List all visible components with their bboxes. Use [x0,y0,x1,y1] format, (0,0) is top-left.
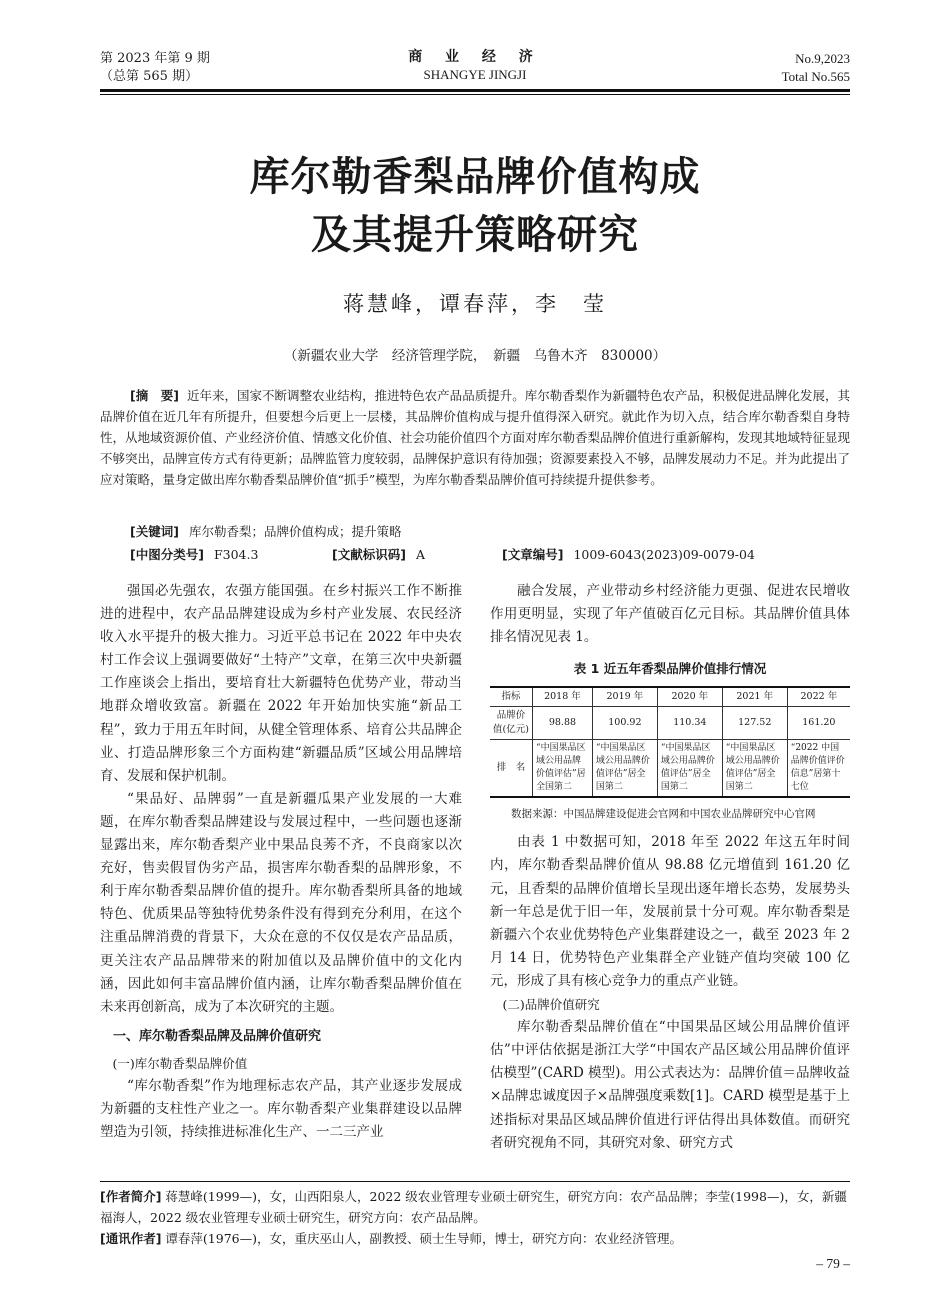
title-line-1: 库尔勒香梨品牌价值构成 [249,154,701,200]
corresponding-author-text: 谭春萍(1976—)，女，重庆巫山人，副教授、硕士生导师，博士，研究方向：农业经济管理。 [165,1231,682,1246]
article-title [0,148,950,264]
table-cell: “中国果品区域公用品牌价值评估”居全国第二 [657,740,722,798]
abstract-text: 近年来，国家不断调整农业结构，推进特色农产品品质提升。库尔勒香梨作为新疆特色农产品，积极促进品牌化发展，其品牌价值在近几年有所提升，但要想今后更上一层楼，其品牌价值构成与提升值得深入研究。就此作为切入点，结合库尔勒香梨自身特性，从地域资源价值、产业经济价值、情感文化价值、社会功能价值四个方面对库尔勒香梨品牌价值进行重新解构，发现其地域特征显现不够突出，品牌宣传方式有待更新；品牌监管力度较弱，品牌保护意识有待加强；资源要素投入不够，品牌发展动力不足。并为此提出了应对策略，量身定做出库尔勒香梨品牌价值“抓手”模型，为库尔勒香梨品牌价值可持续提升提供参考。 [100,388,851,487]
subsection-heading: (二)品牌价值研究 [502,997,600,1013]
table-cell: 100.92 [592,707,657,740]
paragraph: 融合发展，产业带动乡村经济能力更强、促进农民增收作用更明显，实现了年产值破百亿元目标。其品牌价值具体排名情况见表 1。 [490,583,850,646]
table-cell: 110.34 [657,707,722,740]
issue-line: 第 2023 年第 9 期 [100,51,210,66]
header-rule-thin [100,94,850,95]
keywords-text: 库尔勒香梨；品牌价值构成；提升策略 [188,524,402,539]
article-number [502,545,755,563]
article-number-value: 1009-6043(2023)09-0079-04 [573,547,755,562]
table-row-label: 排 名 [490,740,533,798]
document-code-value: A [415,547,425,562]
page-number: – 79 – [816,1256,850,1271]
keywords-label: [关键词] [130,524,179,539]
paragraph: “果品好、品牌弱”一直是新疆瓜果产业发展的一大难题，在库尔勒香梨品牌建设与发展过程中，一些问题也逐渐显露出来，库尔勒香梨产业中果品良莠不齐，不良商家以次充好，售卖假冒伪劣产品，损害库尔勒香梨的品牌形象，不利于库尔勒香梨品牌价值的提升。库尔勒香梨所具备的地域特色、优质果品等独特优势条件没有得到充分利用，在这个注重品牌消费的背景下，大众在意的不仅仅是农产品品质，更关注农产品品牌带来的附加值以及品牌价值中的文化内涵，因此如何丰富品牌价值内涵，让库尔勒香梨品牌价值在未来再创新高，成为了本次研究的主题。 [100,790,462,1015]
classification-label: [中图分类号] [130,547,204,562]
table-header-cell: 2019 年 [592,687,657,707]
paragraph: 库尔勒香梨品牌价值在“中国果品区域公用品牌价值评估”中评估依据是浙江大学“中国农产品区域公用品牌价值评估模型”(CARD 模型)。用公式表达为：品牌价值＝品牌收益×品牌忠诚度因子×品牌强度乘数[1]。CARD 模型是基于上述指标对果品区域品牌价值进行评估得出具体数值。而研究者研究视角不同，其研究对象、研究方式 [490,1019,850,1151]
author-note-text: 蒋慧峰(1999—)，女，山西阳泉人，2022 级农业管理专业硕士研究生，研究方向：农产品品牌；李莹(1998—)，女，新疆福海人，2022 级农业管理专业硕士研究生，研究方向：农产品品牌。 [100,1189,847,1225]
classification-code: F304.3 [213,547,259,562]
table-header-cell: 2021 年 [722,687,787,707]
table-header-cell: 2022 年 [787,687,850,707]
table-source-note: 数据来源：中国品牌建设促进会官网和中国农业品牌研究中心官网 [511,808,816,821]
table-header-cell: 指标 [490,687,533,707]
document-code-label: [文献标识码] [332,547,406,562]
table-cell: “2022 中国品牌价值评价信息”居第十七位 [787,740,850,798]
table-header-cell: 2020 年 [657,687,722,707]
table-cell: “中国果品区域公用品牌价值评估”居全国第二 [722,740,787,798]
table-row [490,707,850,740]
authors: 蒋慧峰，谭春萍，李 莹 [343,292,607,316]
abstract [100,385,850,490]
footnote-rule [100,1181,850,1182]
table-cell: 161.20 [787,707,850,740]
issue-number [782,50,850,86]
abstract-label: [摘 要] [130,388,179,403]
section-heading: 一、库尔勒香梨品牌及品牌价值研究 [113,1028,322,1044]
table-header-cell: 2018 年 [533,687,593,707]
table-cell: 127.52 [722,707,787,740]
author-note-label: [作者简介] [100,1189,162,1204]
table-cell: 98.88 [533,707,593,740]
header-rule-thick [100,89,850,92]
journal-name-en: SHANGYE JINGJI [423,67,527,82]
table-cell: “中国果品区域公用品牌价值评估”居全国第二 [592,740,657,798]
issue-total-line: （总第 565 期） [100,69,199,84]
brand-value-table [490,686,850,798]
affiliation: （新疆农业大学 经济管理学院， 新疆 乌鲁木齐 830000） [283,348,667,364]
title-line-2: 及其提升策略研究 [311,212,639,258]
table-header-row [490,687,850,707]
paragraph: 强国必先强农，农强方能国强。在乡村振兴工作不断推进的进程中，农产品品牌建设成为乡村产业发展、农民经济收入水平提升的极大推力。习近平总书记在 2022 年中央农村工作会议上强调要做好“土特产”文章，在第三次中央新疆工作座谈会上指出，要培育壮大新疆特色优势产业，带动当地群众增收致富。新疆在 2022 年开始加快实施“新品工程”，致力于用五年时间，从健全管理体系、培育公共品牌企业、打造品牌形象三个方面构建“新疆品质”区域公用品牌培育、发展和保护机制。 [100,583,462,784]
journal-name-cn: 商 业 经 济 [408,49,542,65]
table-row-label: 品牌价值(亿元) [490,707,533,740]
corresponding-author-note [100,1228,850,1249]
body-left-column [100,580,462,1144]
paragraph: “库尔勒香梨”作为地理标志农产品，其产业逐步发展成为新疆的支柱性产业之一。库尔勒香梨产业集群建设以品牌塑造为引领，持续推进标准化生产、一二三产业 [100,1077,462,1141]
issue-total-no-line: Total No.565 [781,69,850,84]
table-caption: 表 1 近五年香梨品牌价值排行情况 [573,661,767,677]
corresponding-author-label: [通讯作者] [100,1231,162,1246]
keywords [130,522,401,540]
table-cell: “中国果品区域公用品牌价值评估”居全国第二 [533,740,593,798]
article-number-label: [文章编号] [502,547,564,562]
issue-no-line: No.9,2023 [795,51,850,66]
author-note [100,1186,850,1228]
document-code [332,545,425,563]
paragraph: 由表 1 中数据可知，2018 年至 2022 年这五年时间内，库尔勒香梨品牌价值从 98.88 亿元增值到 161.20 亿元，且香梨的品牌价值增长呈现出逐年增长态势，发展势头新一年总是优于旧一年，发展前景十分可观。库尔勒香梨是新疆六个农业优势特色产业集群建设之一，截至 2023 年 2 月 14 日，优势特色产业集群全产业链产值均突破 100 亿元，形成了具有核心竞争力的重点产业链。 [490,834,850,989]
classification [130,545,258,563]
subsection-heading: (一)库尔勒香梨品牌价值 [112,1055,248,1071]
body-right-column [490,580,850,1155]
table-row [490,740,850,798]
